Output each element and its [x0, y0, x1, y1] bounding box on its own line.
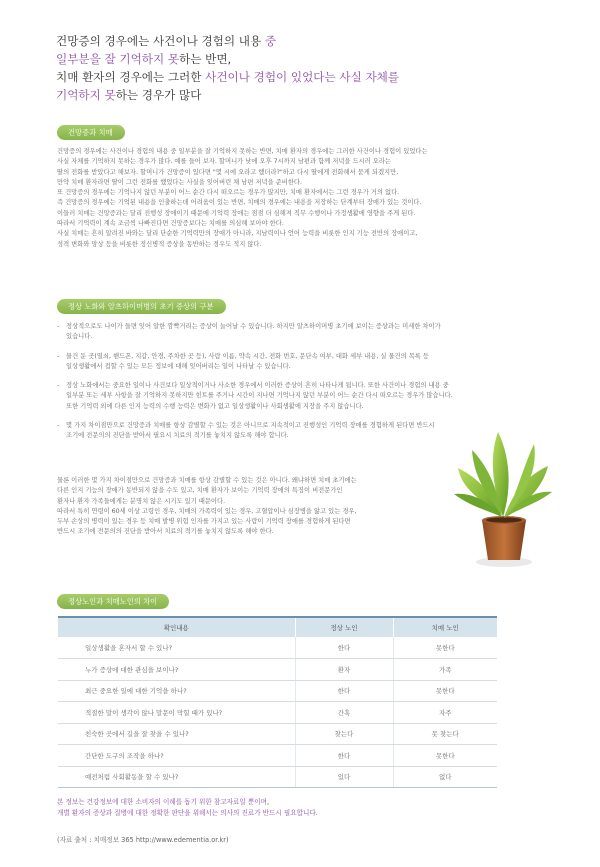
- normal-elderly-cell: 환자: [295, 659, 393, 681]
- source-citation: (자료 출처 : 치매정보 365 http://www.edementia.or.kr): [57, 836, 229, 844]
- dementia-elderly-cell: 가족: [393, 659, 497, 681]
- body-line: 사실 치매는 흔히 알려진 바와는 달리 단순한 기억력만의 장애가 아니라, 지남력이나 언어 능력을 비롯한 인지 기능 전반의 장애이고,: [57, 230, 418, 238]
- section-title-forgetfulness-dementia: 건망증과 치매: [57, 125, 125, 140]
- dementia-elderly-cell: 자주: [393, 702, 497, 724]
- table-row: [58, 702, 497, 724]
- bullet-line: 정상적으로도 나이가 들면 잊어 알한 깜빡거리는 증상이 늘어날 수 있습니다. 하지만 알츠하이머병 초기에 보이는 증상과는 미세한 차이가: [66, 323, 441, 330]
- section-title-normal-aging-vs-alzheimer: 정상 노화와 알츠하이머병의 초기 증상의 구분: [57, 299, 226, 314]
- body-line: 만약 치매 환자라면 딸이 그런 전화를 했었다는 사실을 잊어버린 채 남편 저녁을 준비한다.: [57, 178, 303, 186]
- table-row: [58, 745, 497, 767]
- normal-elderly-cell: 한다: [295, 637, 393, 659]
- section1-body: [57, 147, 552, 250]
- dementia-elderly-cell: 없다: [393, 766, 497, 788]
- question-cell: 간단한 도구의 조작을 하나?: [58, 745, 295, 767]
- normal-elderly-cell: 한다: [295, 680, 393, 702]
- body-line: 성격 변화와 망상 등을 비롯한 정신병적 증상을 동반하는 경우도 적지 않다.: [57, 240, 262, 248]
- normal-elderly-cell: 찾는다: [295, 723, 393, 745]
- table-row: [58, 723, 497, 745]
- headline-highlight: 사건이나 경험이 있었다는 사실 자체를: [205, 70, 400, 84]
- bullet-dash: -: [57, 323, 60, 330]
- comparison-table: [58, 616, 497, 788]
- question-cell: 친숙한 곳에서 길을 잘 찾을 수 있나?: [58, 723, 295, 745]
- disclaimer-note: [57, 797, 318, 819]
- disclaimer-line: 개별 환자의 증상과 질병에 대한 정확한 판단을 위해서는 의사의 진료가 반드시 필요합니다.: [57, 809, 318, 817]
- body-line: 이들러 치매는 건망증과는 달리 진행성 장애이기 때문에 기억력 장애는 점점 더 심해져 직무 수행이나 가정생활에 영향을 주게 된다.: [57, 209, 416, 217]
- disclaimer-line: 본 정보는 건강정보에 대한 소비자의 이해를 돕기 위한 참고자료일 뿐이며,: [57, 798, 270, 806]
- bullet-line: 일상생활에서 접할 수 있는 모든 정보에 대해 잊어버리는 일이 나타날 수 있습니다.: [66, 362, 291, 370]
- bullet-line: 일부분 또는 세부 사항을 잘 기억하지 못하지만 힌트를 주거나 시간이 지나면 기억나지 않던 부분이 어느 순간 다시 떠오르는 경우가 많습니다.: [66, 392, 453, 400]
- headline-text: 하는 반면,: [179, 52, 232, 66]
- headline-text: 건망증의 경우에는 사건이나 경험의 내용: [56, 34, 265, 48]
- section-title-normal-vs-dementia-elderly: 정상노인과 치매노인의 차이: [57, 594, 169, 609]
- normal-elderly-cell: 있다: [295, 766, 393, 788]
- body-line: 딸의 전화를 받았다고 해보자. 할머니가 건망증이 있다면 "몇 시에 오라고 했더라?"하고 다시 딸에게 전화해서 묻게 되겠지만,: [57, 168, 399, 176]
- body-line: 따라서 특히 연령이 60세 이상 고령인 경우, 치매의 가족력이 있는 경우, 고혈압이나 심장병을 앓고 있는 경우,: [57, 507, 357, 515]
- bullet-dash: -: [57, 352, 60, 360]
- body-line: 또 건망증의 경우에는 기억나지 않던 부분이 어느 순간 다시 떠오르는 경우가 많지만, 치매 환자에서는 그런 경우가 거의 없다.: [57, 189, 400, 197]
- dementia-elderly-cell: 못 찾는다: [393, 723, 497, 745]
- body-line: 환자나 환자 가족들에게는 분명치 않은 시기도 있기 때문이다.: [57, 497, 226, 505]
- headline-highlight: 기억하지 못: [56, 88, 116, 102]
- bullet-line: 있습니다.: [66, 333, 93, 341]
- dementia-elderly-cell: 못한다: [393, 680, 497, 702]
- question-cell: 일상생활을 혼자서 할 수 있나?: [58, 637, 295, 659]
- headline-text: 치매 환자의 경우에는 그러한: [56, 70, 206, 84]
- bullet-line: 또한 기억력 외에 다른 인지 능력의 수행 능력은 변화가 없고 일상생활이나 사회생활에 지장을 주지 않습니다.: [66, 402, 364, 410]
- normal-elderly-cell: 간혹: [295, 702, 393, 724]
- column-header: 확인내용: [58, 617, 295, 637]
- bullet-item: [57, 381, 552, 412]
- body-line: 건망증의 경우에는 사건이나 경험의 내용 중 일부분을 잘 기억하지 못하는 반면, 치매 환자의 경우에는 그러한 사건이나 경험이 있었다는: [57, 148, 428, 155]
- bullet-line: 몇 가지 차이점만으로 건망증과 치매를 항상 감별할 수 있는 것은 아니므로 지속적이고 진행성인 기억력 장애를 경험하게 된다면 반드시: [66, 422, 435, 430]
- body-line: 사실 자체를 기억하지 못하는 경우가 많다. 예를 들어 보자. 할머니가 낮에 오후 7시까지 남편과 함께 저녁을 드시러 오라는: [57, 158, 392, 166]
- bullet-line: 조기에 전문의의 진단을 받아서 필요시 치료의 적기를 놓치지 않도록 해야 합니다.: [66, 432, 289, 440]
- headline-highlight: 일부분을 잘 기억하지 못: [56, 52, 180, 66]
- section2-body: [57, 476, 457, 538]
- dementia-elderly-cell: 못한다: [393, 745, 497, 767]
- bullet-item: [57, 322, 552, 343]
- headline-text: 하는 경우가 많다: [115, 88, 202, 102]
- question-cell: 최근 중요한 일에 대한 기억을 하나?: [58, 680, 295, 702]
- bullet-dash: -: [57, 422, 60, 430]
- table-row: [58, 659, 497, 681]
- body-line: 따라서 기억력이 계속 조금씩 나빠진다면 건망증보다는 치매를 의심해 보아야 한다.: [57, 220, 284, 228]
- table-header-row: [58, 617, 497, 637]
- dementia-elderly-cell: 못한다: [393, 637, 497, 659]
- question-cell: 누가 증상에 대한 관심을 보이나?: [58, 659, 295, 681]
- body-line: 반드시 조기에 전문의의 진단을 받아서 치료의 적기를 놓치지 않도록 해야 한다.: [57, 528, 274, 536]
- normal-elderly-cell: 한다: [295, 745, 393, 767]
- column-header: 치매 노인: [393, 617, 497, 637]
- table-row: [58, 637, 497, 659]
- bullet-line: 정상 노화에서는 중요한 일이나 사건보다 일상적이거나 사소한 경우에서 이러한 증상이 흔히 나타나게 됩니다. 또한 사건이나 경험의 내용 중: [66, 382, 449, 390]
- bullet-dash: -: [57, 382, 60, 390]
- headline: [56, 32, 556, 104]
- body-line: 물론 이러한 몇 가지 차이점만으로 건망증과 치매를 항상 감별할 수 있는 것은 아니다. 왜냐하면 치매 초기에는: [57, 477, 357, 484]
- bullet-item: [57, 352, 552, 373]
- potted-plant-icon: [452, 420, 552, 570]
- headline-highlight: 중: [264, 34, 277, 48]
- bullet-line: 물건 둔 곳(열쇠, 핸드폰, 지갑, 안경, 주차한 곳 등), 사람 이름, 약속 시간, 전화 번호, 문단속 여부, 대화 세부 내용, 실 물건의 목록 등: [66, 352, 429, 360]
- question-cell: 예전처럼 사회활동을 할 수 있나?: [58, 766, 295, 788]
- body-line: 두부 손상의 병력이 있는 경우 등 치매 발병 위험 인자를 가지고 있는 사람이 기억력 장애를 경험하게 된다면: [57, 518, 351, 526]
- table-row: [58, 766, 497, 788]
- question-cell: 적절한 말이 생각이 않나 말문이 막힐 때가 있나?: [58, 702, 295, 724]
- column-header: 정상 노인: [295, 617, 393, 637]
- body-line: 즉 건망증의 경우에는 기억된 내용을 인출하는데 어려움이 있는 반면, 치매의 경우에는 내용을 저장하는 단계부터 장애가 있는 것이다.: [57, 199, 422, 207]
- table-row: [58, 680, 497, 702]
- body-line: 다른 인지 기능의 장애가 동반되지 않을 수도 있고, 치매 환자가 보이는 기억력 장애의 특징이 비전문가인: [57, 487, 343, 495]
